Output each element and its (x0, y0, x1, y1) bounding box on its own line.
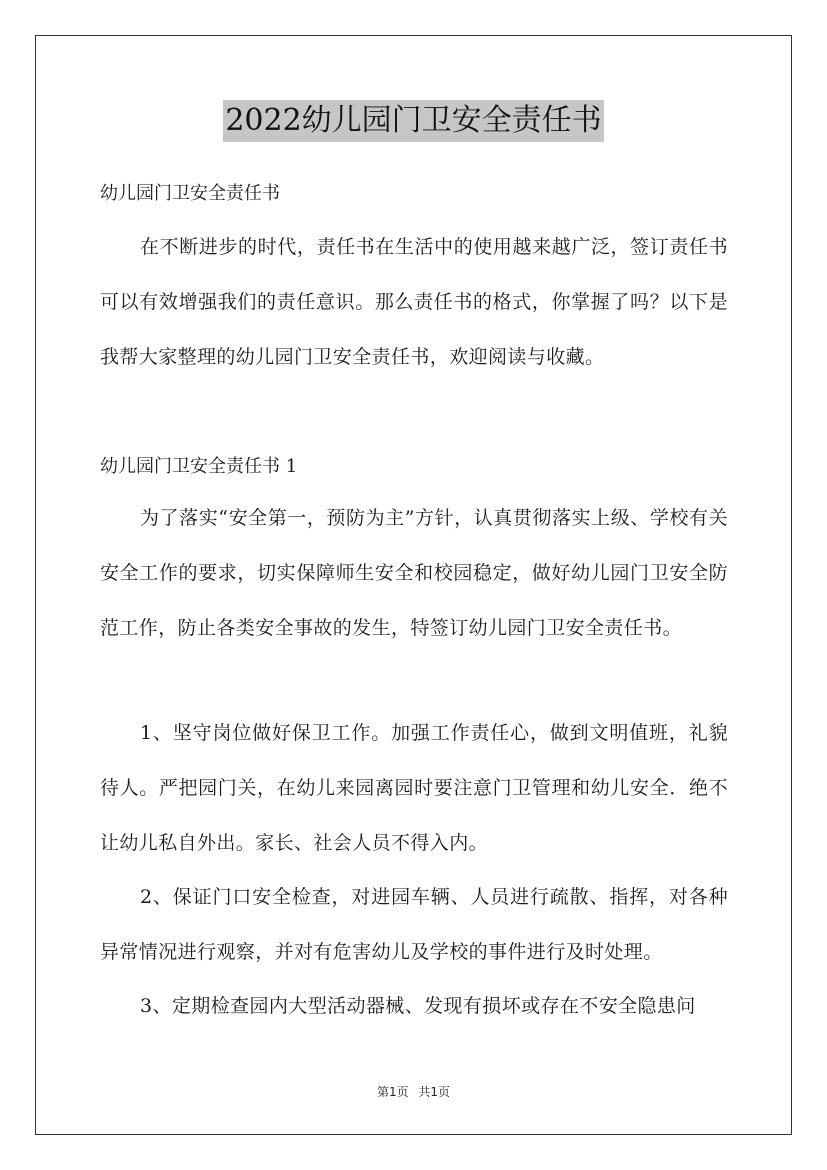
page-footer (0, 1083, 827, 1100)
section-paragraph: 3、定期检查园内大型活动器械、发现有损坏或存在不安全隐患问 (140, 995, 696, 1017)
document-title: 2022幼儿园门卫安全责任书 (223, 100, 603, 142)
section-paragraph: 为了落实“安全第一，预防为主”方针，认真贯彻落实上级、学校有关安全工作的要求，切实保障师生安全和校园稳定，做好幼儿园门卫安全防范工作，防止各类安全事故的发生，特签订幼儿园门卫安全责任书。 (100, 507, 728, 639)
title-container (0, 100, 827, 142)
section-paragraph: 2、保证门口安全检查，对进园车辆、人员进行疏散、指挥，对各种异常情况进行观察，并对有危害幼儿及学校的事件进行及时处理。 (100, 886, 728, 963)
page-total: 共1页 (418, 1085, 451, 1099)
section-paragraph: 1、坚守岗位做好保卫工作。加强工作责任心，做到文明值班，礼貌待人。严把园门关，在幼儿来园离园时要注意门卫管理和幼儿安全．绝不让幼儿私自外出。家长、社会人员不得入内。 (100, 722, 728, 854)
page-number: 第1页 (376, 1085, 409, 1099)
intro-paragraph: 在不断进步的时代，责任书在生活中的使用越来越广泛，签订责任书可以有效增强我们的责任意识。那么责任书的格式，你掌握了吗？以下是我帮大家整理的幼儿园门卫安全责任书，欢迎阅读与收藏。 (100, 236, 728, 368)
section-heading: 幼儿园门卫安全责任书 1 (100, 456, 298, 477)
document-subtitle: 幼儿园门卫安全责任书 (100, 183, 280, 204)
